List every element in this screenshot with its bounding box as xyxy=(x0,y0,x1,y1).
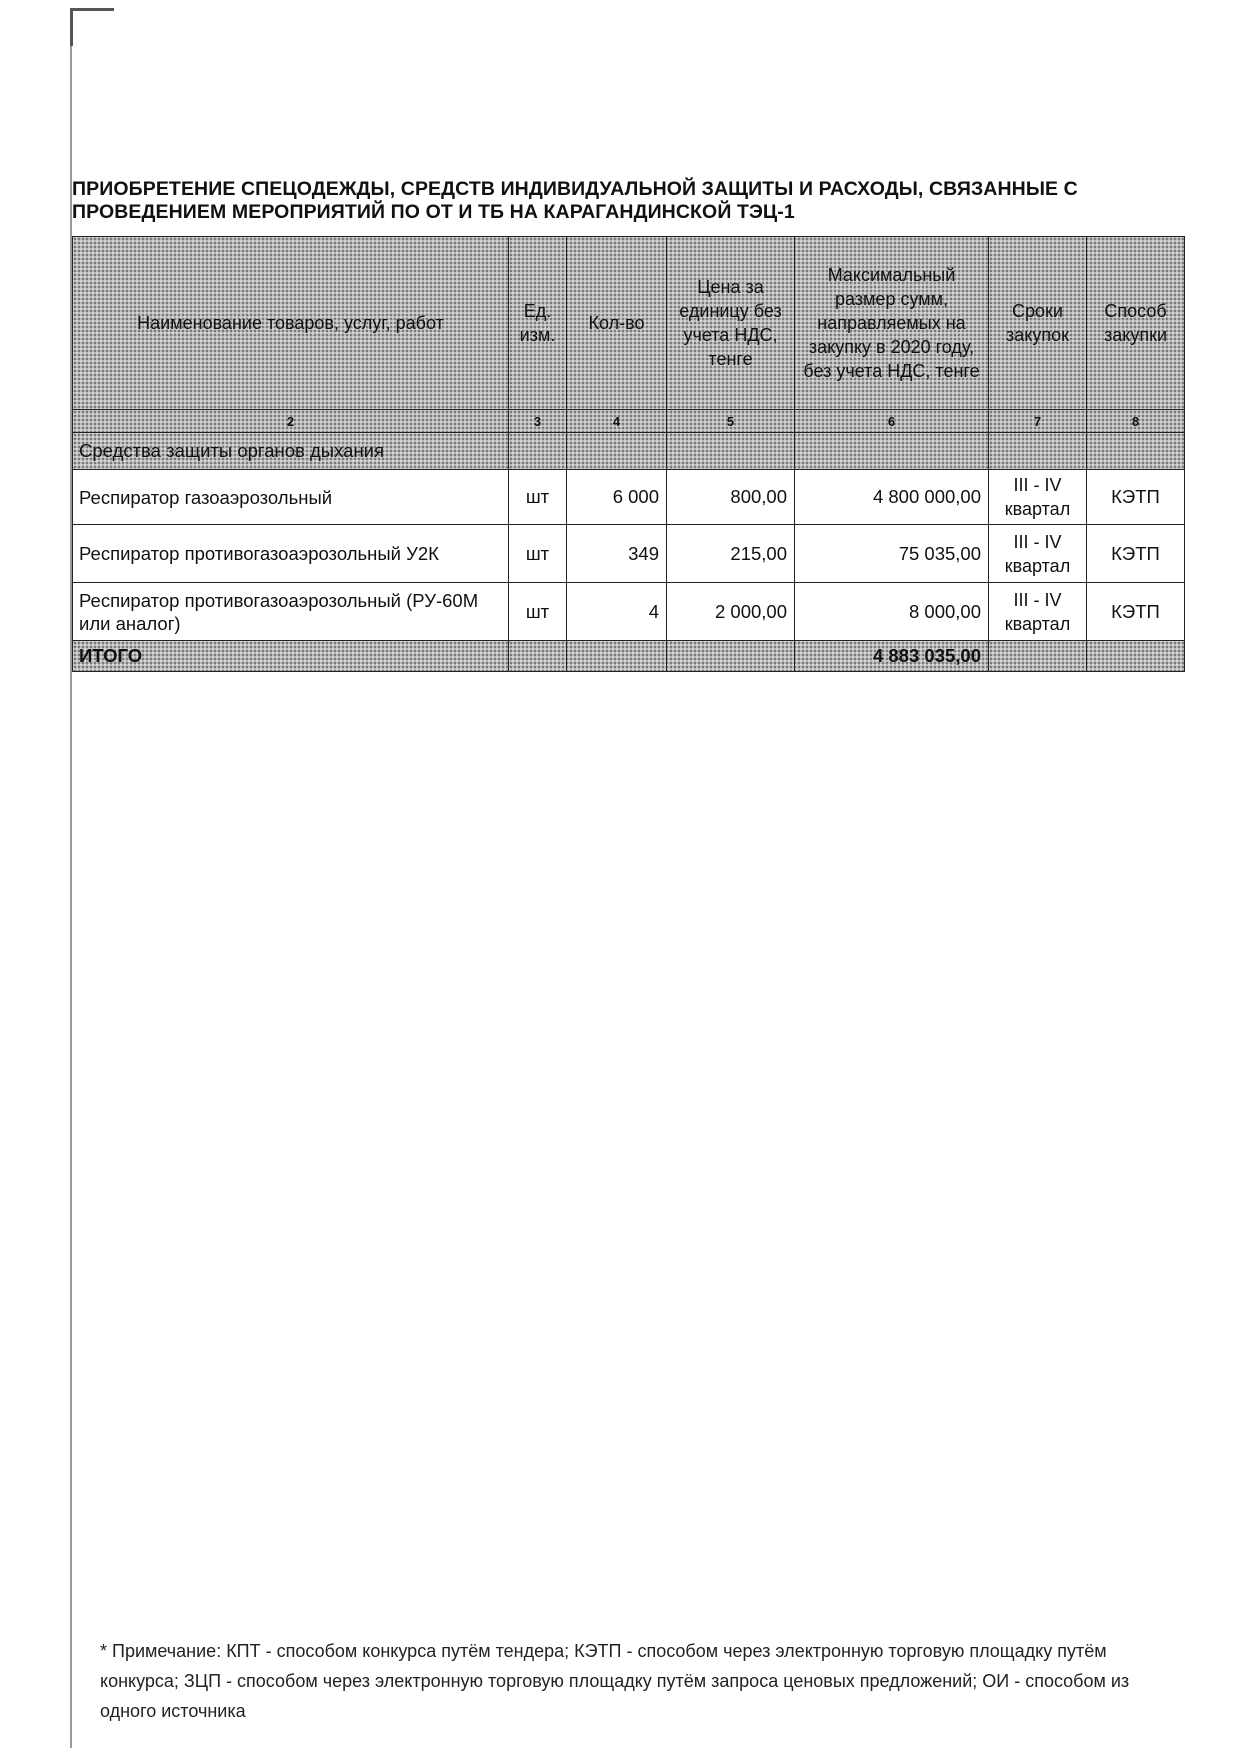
item-period: III - IV квартал xyxy=(989,525,1087,583)
header-name: Наименование товаров, услуг, работ xyxy=(73,237,509,410)
total-label: ИТОГО xyxy=(73,641,509,672)
item-sum: 8 000,00 xyxy=(795,583,989,641)
column-number: 6 xyxy=(795,410,989,433)
item-qty: 4 xyxy=(567,583,667,641)
footnote: * Примечание: КПТ - способом конкурса путём тендера; КЭТП - способом через электронную торговую площадку путём конкурса; ЗЦП - способом через электронную торговую площадку путём запроса ценовых предложений; ОИ - способом из одного источника xyxy=(100,1641,1130,1721)
column-number: 4 xyxy=(567,410,667,433)
header-max-sum: Максимальный размер сумм, направляемых на закупку в 2020 году, без учета НДС, тенге xyxy=(795,237,989,410)
item-name: Респиратор газоаэрозольный xyxy=(73,470,509,525)
item-method: КЭТП xyxy=(1087,583,1185,641)
column-number: 2 xyxy=(73,410,509,433)
section-title: Средства защиты органов дыхания xyxy=(73,433,509,470)
item-method: КЭТП xyxy=(1087,470,1185,525)
item-unit: шт xyxy=(509,525,567,583)
header-period: Сроки закупок xyxy=(989,237,1087,410)
table-row xyxy=(73,470,1185,525)
table-header-row xyxy=(73,237,1185,410)
header-unit: Ед. изм. xyxy=(509,237,567,410)
section-row xyxy=(73,433,1185,470)
item-price: 2 000,00 xyxy=(667,583,795,641)
procurement-table xyxy=(72,236,1185,672)
table-row xyxy=(73,525,1185,583)
document-title: ПРИОБРЕТЕНИЕ СПЕЦОДЕЖДЫ, СРЕДСТВ ИНДИВИДУАЛЬНОЙ ЗАЩИТЫ И РАСХОДЫ, СВЯЗАННЫЕ С ПРОВЕДЕНИЕМ МЕРОПРИЯТИЙ ПО ОТ И ТБ НА КАРАГАНДИНСКОЙ ТЭЦ-1 xyxy=(72,178,1078,223)
scan-corner-mark xyxy=(70,8,114,11)
item-sum: 75 035,00 xyxy=(795,525,989,583)
column-number: 7 xyxy=(989,410,1087,433)
item-qty: 349 xyxy=(567,525,667,583)
column-number: 5 xyxy=(667,410,795,433)
header-qty: Кол-во xyxy=(567,237,667,410)
header-method: Способ закупки xyxy=(1087,237,1185,410)
scan-corner-mark xyxy=(70,8,73,46)
column-number-row xyxy=(73,410,1185,433)
item-name: Респиратор противогазоаэрозольный У2К xyxy=(73,525,509,583)
item-qty: 6 000 xyxy=(567,470,667,525)
table-row xyxy=(73,583,1185,641)
item-sum: 4 800 000,00 xyxy=(795,470,989,525)
header-price: Цена за единицу без учета НДС, тенге xyxy=(667,237,795,410)
item-unit: шт xyxy=(509,470,567,525)
item-period: III - IV квартал xyxy=(989,583,1087,641)
item-price: 215,00 xyxy=(667,525,795,583)
column-number: 3 xyxy=(509,410,567,433)
column-number: 8 xyxy=(1087,410,1185,433)
total-row xyxy=(73,641,1185,672)
item-method: КЭТП xyxy=(1087,525,1185,583)
item-name: Респиратор противогазоаэрозольный (РУ-60М или аналог) xyxy=(73,583,509,641)
item-unit: шт xyxy=(509,583,567,641)
item-period: III - IV квартал xyxy=(989,470,1087,525)
total-sum: 4 883 035,00 xyxy=(795,641,989,672)
item-price: 800,00 xyxy=(667,470,795,525)
